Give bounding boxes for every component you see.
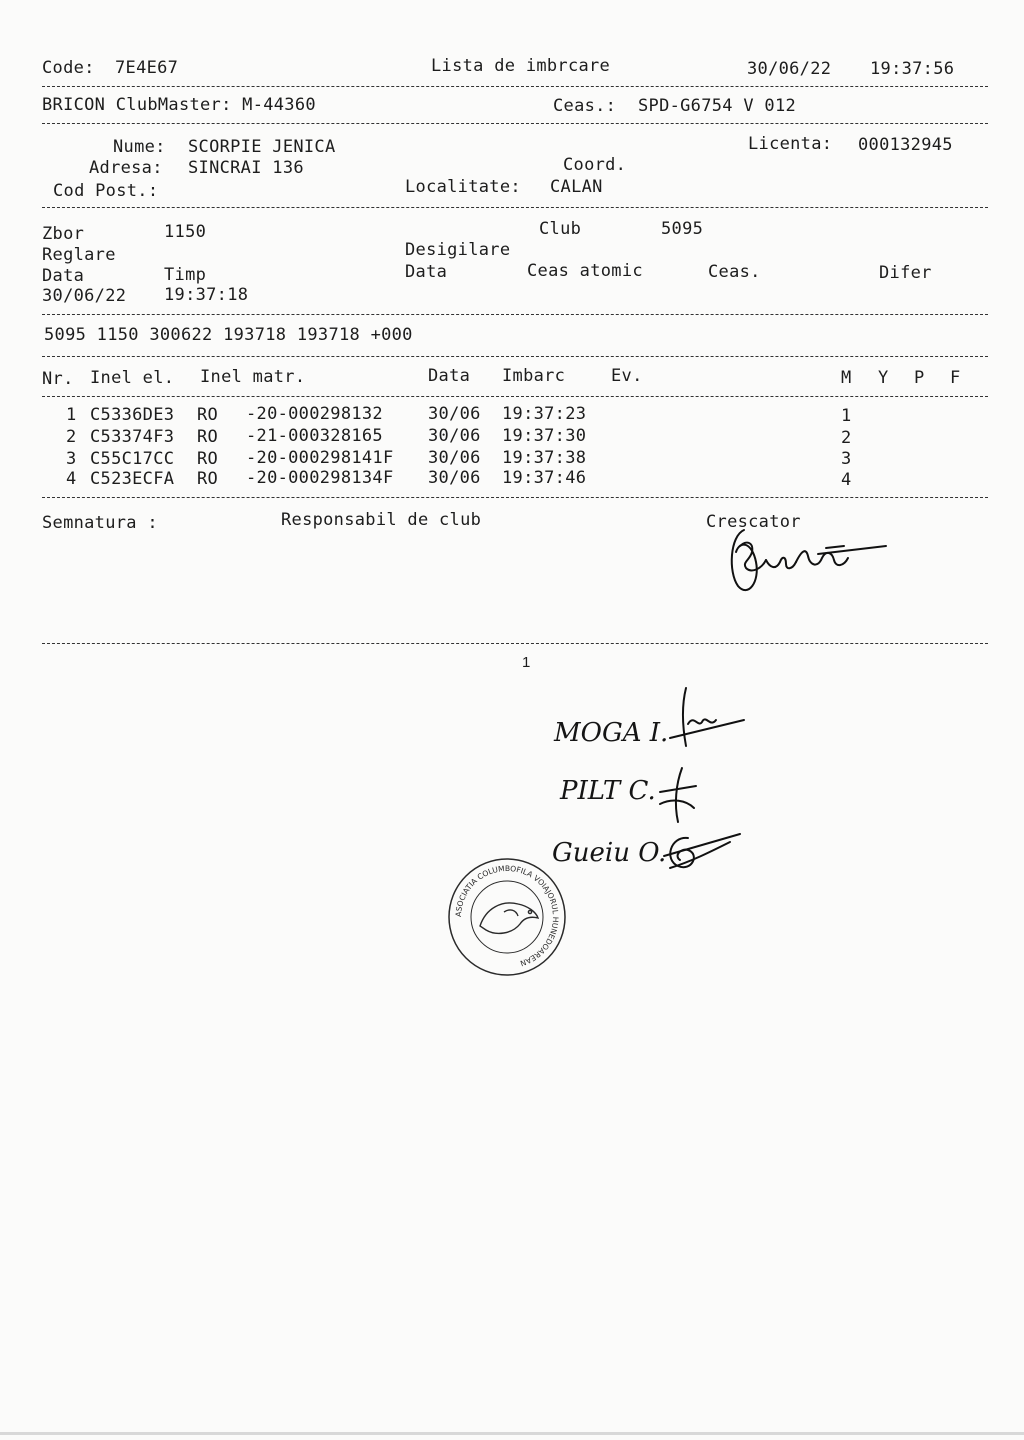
row-data: 30/06 — [428, 426, 481, 446]
codpost-label: Cod Post.: — [53, 181, 159, 201]
crescator-label: Crescator — [706, 512, 801, 532]
divider — [42, 314, 988, 315]
timp-label: Timp — [164, 265, 207, 285]
localitate-label: Localitate: — [405, 177, 521, 197]
ceas-label: Ceas.: — [553, 96, 617, 116]
responsabil-label: Responsabil de club — [281, 510, 482, 530]
header-time: 19:37:56 — [870, 59, 955, 79]
licenta-value: 000132945 — [858, 135, 953, 155]
summary-line: 5095 1150 300622 193718 193718 +000 — [44, 325, 413, 345]
handwritten-name: MOGA I. — [554, 718, 669, 748]
col-header-f: F — [950, 368, 961, 388]
zbor-value: 1150 — [164, 222, 207, 242]
row-inel-matr: -20-000298132 — [246, 404, 383, 424]
adresa-value: SINCRAI 136 — [188, 158, 304, 178]
handwritten-name: Gueiu O. — [552, 838, 667, 868]
row-country: RO — [197, 469, 219, 489]
scan-edge — [0, 1432, 1024, 1435]
code-value: 7E4E67 — [115, 58, 179, 78]
row-inel-el: C5336DE3 — [90, 405, 175, 425]
row-imbarc: 19:37:46 — [502, 468, 587, 488]
handwritten-signature — [660, 826, 746, 876]
reglare-time: 19:37:18 — [164, 285, 249, 305]
adresa-label: Adresa: — [89, 158, 163, 178]
row-data: 30/06 — [428, 448, 481, 468]
clubmaster-id: BRICON ClubMaster: M-44360 — [42, 95, 316, 115]
divider — [42, 207, 988, 208]
row-data: 30/06 — [428, 468, 481, 488]
divider — [42, 643, 988, 644]
row-imbarc: 19:37:23 — [502, 404, 587, 424]
handwritten-name: PILT C. — [560, 776, 656, 806]
crescator-signature — [722, 522, 892, 598]
row-inel-el: C53374F3 — [90, 427, 175, 447]
row-nr: 4 — [66, 469, 77, 489]
page-number: 1 — [522, 654, 531, 671]
row-imbarc: 19:37:38 — [502, 448, 587, 468]
difer-label: Difer — [879, 263, 932, 283]
reglare-label: Reglare — [42, 245, 116, 265]
row-inel-el: C55C17CC — [90, 449, 175, 469]
document-title: Lista de imbrcare — [431, 56, 611, 76]
code-label: Code: — [42, 58, 95, 78]
col-header-ev: Ev. — [611, 366, 643, 386]
semnatura-label: Semnatura : — [42, 513, 158, 533]
zbor-label: Zbor — [42, 224, 85, 244]
handwritten-signature — [652, 764, 706, 828]
col-header-imbarc: Imbarc — [502, 366, 566, 386]
row-m: 3 — [841, 449, 852, 469]
row-inel-matr: -20-000298134F — [246, 468, 394, 488]
row-data: 30/06 — [428, 404, 481, 424]
row-m: 2 — [841, 428, 852, 448]
row-inel-el: C523ECFA — [90, 469, 175, 489]
divider — [42, 497, 988, 498]
data-label: Data — [42, 266, 85, 286]
row-nr: 3 — [66, 449, 77, 469]
col-header-inel-matr: Inel matr. — [200, 367, 306, 387]
handwritten-signature — [664, 684, 750, 754]
club-value: 5095 — [661, 219, 704, 239]
nume-label: Nume: — [113, 137, 166, 157]
nume-value: SCORPIE JENICA — [188, 137, 336, 157]
col-header-m: M — [841, 368, 852, 388]
club-label: Club — [539, 219, 582, 239]
col-header-data: Data — [428, 366, 471, 386]
licenta-label: Licenta: — [748, 134, 833, 154]
divider — [42, 123, 988, 124]
divider — [42, 396, 988, 397]
col-header-nr: Nr. — [42, 369, 74, 389]
club-stamp — [446, 856, 568, 978]
row-nr: 1 — [66, 405, 77, 425]
divider — [42, 86, 988, 87]
row-imbarc: 19:37:30 — [502, 426, 587, 446]
localitate-value: CALAN — [550, 177, 603, 197]
row-m: 4 — [841, 470, 852, 490]
row-inel-matr: -21-000328165 — [246, 426, 383, 446]
row-m: 1 — [841, 406, 852, 426]
svg-text:ASOCIATIA COLUMBOFILA VOIAJORU: ASOCIATIA COLUMBOFILA VOIAJORUL HUNEDOAREAN — [453, 863, 561, 968]
desigilare-label: Desigilare — [405, 240, 511, 260]
header-date: 30/06/22 — [747, 59, 832, 79]
reglare-date: 30/06/22 — [42, 286, 127, 306]
ceas-column-label: Ceas. — [708, 262, 761, 282]
ceas-atomic-label: Ceas atomic — [527, 261, 643, 281]
ceas-value: SPD-G6754 V 012 — [638, 96, 797, 116]
col-header-y: Y — [878, 368, 889, 388]
col-header-inel-el: Inel el. — [90, 368, 175, 388]
row-inel-matr: -20-000298141F — [246, 448, 394, 468]
col-header-p: P — [914, 368, 925, 388]
row-country: RO — [197, 405, 219, 425]
row-country: RO — [197, 449, 219, 469]
coord-label: Coord. — [563, 155, 627, 175]
row-country: RO — [197, 427, 219, 447]
row-nr: 2 — [66, 427, 77, 447]
desigilare-data-label: Data — [405, 262, 448, 282]
divider — [42, 356, 988, 357]
